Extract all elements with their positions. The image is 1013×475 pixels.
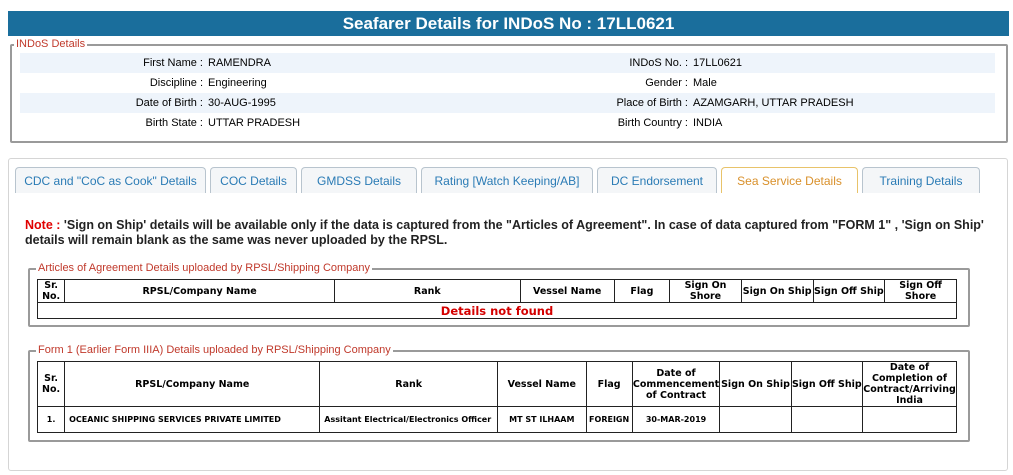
col-company-name: RPSL/Company Name — [65, 362, 320, 407]
value-date-of-birth: 30-AUG-1995 — [208, 97, 276, 109]
table-row — [38, 407, 957, 433]
note-text: 'Sign on Ship' details will be available only if the data is captured from the "Articles of Agreement". In case of data captured from "FORM 1" , 'Sign on Ship' details will remain blank as the same was never uploaded by the RPSL. — [25, 218, 984, 247]
label-discipline: Discipline : — [149, 77, 203, 89]
col-sign-on-ship: Sign On Ship — [720, 362, 791, 407]
tab-rating-watch-keeping[interactable]: Rating [Watch Keeping/AB] — [421, 167, 593, 193]
info-row-birth-state — [20, 113, 995, 133]
col-rank: Rank — [320, 362, 498, 407]
cell-vessel-name: MT ST ILHAAM — [498, 407, 586, 433]
label-indos-no: INDoS No. : — [629, 57, 688, 69]
col-flag: Flag — [614, 280, 670, 303]
col-company-name: RPSL/Company Name — [65, 280, 335, 303]
value-birth-state: UTTAR PRADESH — [208, 117, 301, 129]
col-sr-no: Sr. No. — [38, 280, 65, 303]
cell-sign-on-ship — [720, 407, 791, 433]
col-sign-on-shore: Sign On Shore — [670, 280, 742, 303]
col-date-of-completion: Date of Completion of Contract/Arriving India — [863, 362, 956, 406]
label-birth-country: Birth Country : — [617, 117, 688, 129]
value-gender: Male — [693, 77, 717, 89]
info-row-first-name — [20, 53, 995, 73]
info-row-discipline — [20, 73, 995, 93]
value-first-name: RAMENDRA — [208, 57, 271, 69]
col-sign-off-shore: Sign Off Shore — [885, 280, 957, 303]
form1-table — [37, 361, 957, 433]
cell-sr-no: 1. — [38, 407, 65, 433]
sign-on-ship-note — [25, 218, 985, 248]
cell-rank: Assitant Electrical/Electronics Officer — [320, 407, 498, 433]
details-not-found-message: Details not found — [38, 303, 957, 319]
tab-dc-endorsement[interactable]: DC Endorsement — [597, 167, 717, 193]
cell-sign-off-ship — [791, 407, 862, 433]
label-place-of-birth: Place of Birth : — [616, 97, 688, 109]
col-sign-off-ship: Sign Off Ship — [813, 280, 885, 303]
col-vessel-name: Vessel Name — [520, 280, 614, 303]
page-title: Seafarer Details for INDoS No : 17LL0621 — [8, 11, 1009, 36]
articles-table — [37, 279, 957, 319]
value-birth-country: INDIA — [693, 117, 723, 129]
articles-legend: Articles of Agreement Details uploaded by RPSL/Shipping Company — [38, 262, 371, 274]
col-date-of-commencement: Date of Commencement of Contract — [632, 362, 720, 407]
col-flag: Flag — [586, 362, 632, 407]
label-birth-state: Birth State : — [145, 117, 203, 129]
value-indos-no: 17LL0621 — [693, 57, 742, 69]
tab-training-details[interactable]: Training Details — [862, 167, 980, 193]
cell-flag: FOREIGN — [586, 407, 632, 433]
tab-coc-details[interactable]: COC Details — [210, 167, 297, 193]
label-date-of-birth: Date of Birth : — [135, 97, 203, 109]
col-sr-no: Sr. No. — [38, 362, 65, 407]
label-gender: Gender : — [645, 77, 688, 89]
articles-empty-row — [38, 303, 957, 319]
tab-sea-service-details[interactable]: Sea Service Details — [721, 167, 858, 193]
value-discipline: Engineering — [208, 77, 267, 89]
col-vessel-name: Vessel Name — [498, 362, 586, 407]
note-label: Note : — [25, 218, 61, 232]
cell-date-of-completion — [862, 407, 956, 433]
indos-details-legend: INDoS Details — [16, 38, 86, 50]
form1-header-row — [38, 362, 957, 407]
cell-company-name: OCEANIC SHIPPING SERVICES PRIVATE LIMITED — [65, 407, 320, 433]
articles-header-row — [38, 280, 957, 303]
col-sign-on-ship: Sign On Ship — [741, 280, 813, 303]
col-sign-off-ship: Sign Off Ship — [791, 362, 862, 407]
tab-cdc-coc-cook[interactable]: CDC and "CoC as Cook" Details — [15, 167, 206, 193]
label-first-name: First Name : — [143, 57, 203, 69]
cell-date-of-commencement: 30-MAR-2019 — [632, 407, 720, 433]
value-place-of-birth: AZAMGARH, UTTAR PRADESH — [693, 97, 854, 109]
form1-legend: Form 1 (Earlier Form IIIA) Details uploaded by RPSL/Shipping Company — [38, 344, 391, 356]
info-row-dob — [20, 93, 995, 113]
tab-gmdss-details[interactable]: GMDSS Details — [301, 167, 417, 193]
col-rank: Rank — [334, 280, 520, 303]
